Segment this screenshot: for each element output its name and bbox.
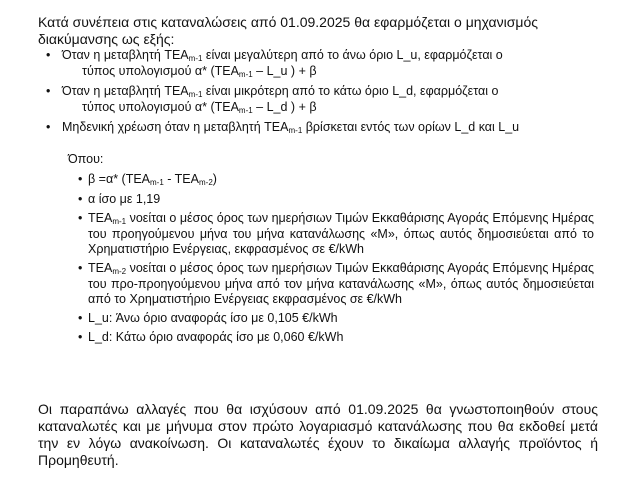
rule-item-zero bbox=[46, 120, 594, 136]
subscript: m-1 bbox=[288, 126, 303, 135]
rule-text: είναι μικρότερη από το κάτω όριο L_d, εφαρμόζεται ο bbox=[202, 84, 499, 98]
rule-line-2 bbox=[62, 64, 594, 80]
def-term: TEA bbox=[88, 261, 113, 275]
subscript: m-1 bbox=[112, 217, 127, 226]
rule-text: – L_d ) + β bbox=[252, 100, 317, 114]
def-tea-m2 bbox=[78, 261, 594, 307]
rule-item-lower bbox=[46, 84, 594, 116]
subscript: m-1 bbox=[238, 106, 253, 115]
def-beta bbox=[78, 172, 594, 188]
closing-paragraph: Οι παραπάνω αλλαγές που θα ισχύσουν από 01.09.2025 θα γνωστοποιηθούν στους καταναλωτές και με μήνυμα στον πρώτο λογαριασμό κατανάλωσης που θα εκδοθεί μετά την εν λόγω ανακοίνωση. Οι καταναλωτές έχουν το δικαίωμα αλλαγής προϊόντος ή Προμηθευτή. bbox=[38, 401, 598, 468]
def-lu bbox=[78, 311, 594, 326]
def-text: α ίσο με 1,19 bbox=[88, 192, 161, 206]
def-ld bbox=[78, 330, 594, 345]
rule-text: – L_u ) + β bbox=[252, 64, 317, 78]
rule-text: Όταν η μεταβλητή TEA bbox=[62, 48, 189, 62]
def-tea-m1 bbox=[78, 211, 594, 257]
def-text: ) bbox=[212, 172, 217, 186]
rule-text: Όταν η μεταβλητή TEA bbox=[62, 84, 189, 98]
where-label: Όπου: bbox=[68, 152, 104, 166]
def-text: νοείται ο μέσος όρος των ημερήσιων Τιμών Εκκαθάρισης Αγοράς Επόμενης Ημέρας του προ-προηγούμενου μήνα από τον μήνα κατανάλωσης «Μ», όπως αυτός δημοσιεύεται από το Χρηματιστήριο Ενέργειας εκφρασμένος σε €/kWh bbox=[88, 261, 594, 306]
rule-text: τύπος υπολογισμού α* (TEA bbox=[82, 100, 239, 114]
subscript: m-2 bbox=[198, 178, 213, 187]
def-text: L_d: Κάτω όριο αναφοράς ίσο με 0,060 €/kWh bbox=[88, 330, 344, 344]
rule-line-2 bbox=[62, 100, 594, 116]
rule-text: είναι μεγαλύτερη από το άνω όριο L_u, εφαρμόζεται ο bbox=[202, 48, 503, 62]
subscript: m-1 bbox=[188, 90, 203, 99]
rule-text: βρίσκεται εντός των ορίων L_d και L_u bbox=[302, 120, 520, 134]
def-term: TEA bbox=[88, 211, 113, 225]
rule-text: τύπος υπολογισμού α* (TEA bbox=[82, 64, 239, 78]
def-text: β =α* (TEA bbox=[88, 172, 150, 186]
def-alpha bbox=[78, 192, 594, 207]
subscript: m-1 bbox=[238, 70, 253, 79]
definitions-list bbox=[78, 172, 594, 349]
rule-item-upper bbox=[46, 48, 594, 80]
def-text: νοείται ο μέσος όρος των ημερήσιων Τιμών Εκκαθάρισης Αγοράς Επόμενης Ημέρας του προηγούμενου μήνα του μήνα κατανάλωσης «Μ», όπως αυτός δημοσιεύεται από το Χρηματιστήριο Ενέργειας, εκφρασμένος σε €/kWh bbox=[88, 211, 594, 256]
subscript: m-1 bbox=[188, 54, 203, 63]
subscript: m-2 bbox=[112, 267, 127, 276]
def-text: - TEA bbox=[163, 172, 199, 186]
rule-text: Μηδενική χρέωση όταν η μεταβλητή TEA bbox=[62, 120, 289, 134]
def-text: L_u: Άνω όριο αναφοράς ίσο με 0,105 €/kWh bbox=[88, 311, 338, 325]
rules-list bbox=[46, 48, 594, 140]
intro-paragraph: Κατά συνέπεια στις καταναλώσεις από 01.09.2025 θα εφαρμόζεται ο μηχανισμός διακύμανσης ως εξής: bbox=[38, 14, 538, 47]
subscript: m-1 bbox=[150, 178, 164, 187]
